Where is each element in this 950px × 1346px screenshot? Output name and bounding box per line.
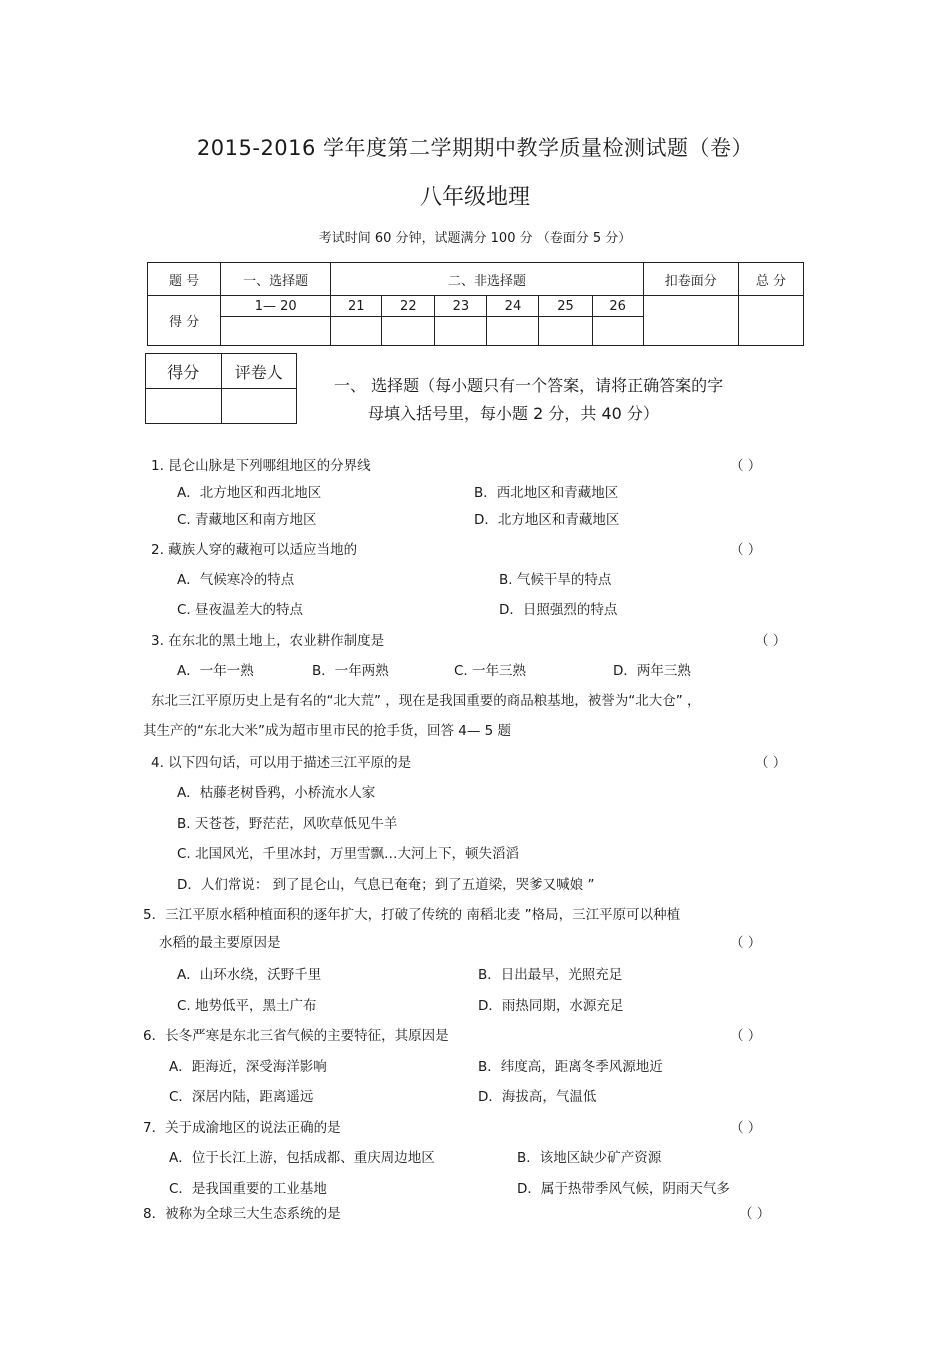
exam-title: 2015-2016 学年度第二学期期中教学质量检测试题（卷） xyxy=(196,136,754,160)
score-header-number: 题 号 xyxy=(148,263,221,296)
score-cell[interactable] xyxy=(592,317,643,346)
score-header-deduction: 扣卷面分 xyxy=(643,263,738,296)
score-cell[interactable] xyxy=(539,317,592,346)
score-sub-header: 23 xyxy=(435,296,487,317)
option-6c: C．深居内陆，距离遥远 xyxy=(169,1089,314,1105)
option-3a: A．一年一熟 xyxy=(177,663,254,679)
score-sub-header: 22 xyxy=(382,296,435,317)
score-sub-header: 21 xyxy=(331,296,382,317)
question-2: 2. 藏族人穿的藏袍可以适应当地的 xyxy=(151,542,358,558)
question-4: 4. 以下四句话，可以用于描述三江平原的是 xyxy=(151,755,412,771)
subject-title: 八年级地理 xyxy=(419,185,530,210)
score-sub-header: 1— 20 xyxy=(221,296,331,317)
option-1d: D．北方地区和青藏地区 xyxy=(474,512,620,528)
option-5c: C. 地势低平，黑土广布 xyxy=(177,998,317,1014)
question-1: 1. 昆仑山脉是下列哪组地区的分界线 xyxy=(151,458,371,474)
score-cell[interactable] xyxy=(487,317,539,346)
answer-paren-3[interactable]: （ ） xyxy=(755,633,787,649)
grader-box xyxy=(145,353,297,424)
passage-line2: 其生产的“东北大米”成为超市里市民的抢手货，回答 4— 5 题 xyxy=(143,723,512,739)
option-5d: D．雨热同期，水源充足 xyxy=(478,998,624,1014)
option-3d: D．两年三熟 xyxy=(613,663,691,679)
score-table xyxy=(147,262,804,346)
section-heading-line1: 一、 选择题（每小题只有一个答案，请将正确答案的字 xyxy=(334,376,724,395)
answer-paren-7[interactable]: （ ） xyxy=(730,1120,762,1136)
option-7c: C．是我国重要的工业基地 xyxy=(169,1181,327,1197)
option-2c: C. 昼夜温差大的特点 xyxy=(177,602,304,618)
score-cell[interactable] xyxy=(435,317,487,346)
answer-paren-4[interactable]: （ ） xyxy=(755,755,787,771)
option-3b: B．一年两熟 xyxy=(312,663,389,679)
answer-paren-1[interactable]: （ ） xyxy=(730,458,762,474)
question-5-line2: 水稻的最主要原因是 xyxy=(159,935,281,951)
option-2b: B. 气候干旱的特点 xyxy=(499,572,612,588)
score-cell-total[interactable] xyxy=(738,296,803,346)
grader-score-label: 得分 xyxy=(146,354,222,389)
option-7d: D．属于热带季风气候，阴雨天气多 xyxy=(517,1181,730,1197)
option-5a: A．山环水绕，沃野千里 xyxy=(177,967,322,983)
option-2a: A．气候寒冷的特点 xyxy=(177,572,295,588)
question-3: 3. 在东北的黑土地上，农业耕作制度是 xyxy=(151,633,385,649)
option-5b: B．日出最早，光照充足 xyxy=(478,967,623,983)
score-cell[interactable] xyxy=(221,317,331,346)
answer-paren-5[interactable]: （ ） xyxy=(730,935,762,951)
score-row-label: 得 分 xyxy=(148,296,221,346)
option-7a: A．位于长江上游，包括成都、重庆周边地区 xyxy=(169,1150,435,1166)
option-6d: D．海拔高，气温低 xyxy=(478,1089,597,1105)
passage-line1: 东北三江平原历史上是有名的“北大荒” ，现在是我国重要的商品粮基地，被誉为“北大仓” ， xyxy=(151,693,701,709)
question-7: 7．关于成渝地区的说法正确的是 xyxy=(143,1120,341,1136)
option-1b: B．西北地区和青藏地区 xyxy=(474,485,619,501)
score-sub-header: 26 xyxy=(592,296,643,317)
section-heading-line2: 母填入括号里，每小题 2 分，共 40 分） xyxy=(368,404,659,423)
answer-paren-8[interactable]: （ ） xyxy=(739,1206,771,1222)
option-1c: C. 青藏地区和南方地区 xyxy=(177,512,317,528)
score-cell[interactable] xyxy=(331,317,382,346)
score-sub-header: 25 xyxy=(539,296,592,317)
score-cell[interactable] xyxy=(382,317,435,346)
option-4c: C. 北国风光，千里冰封，万里雪飘…大河上下，顿失滔滔 xyxy=(177,846,520,862)
score-cell-deduction[interactable] xyxy=(643,296,738,346)
grader-score-cell[interactable] xyxy=(146,389,222,424)
option-4a: A．枯藤老树昏鸦，小桥流水人家 xyxy=(177,785,376,801)
option-3c: C. 一年三熟 xyxy=(454,663,527,679)
option-2d: D．日照强烈的特点 xyxy=(499,602,618,618)
option-6b: B．纬度高，距离冬季风源地近 xyxy=(478,1059,663,1075)
score-header-choice: 一、选择题 xyxy=(221,263,331,296)
option-6a: A．距海近，深受海洋影响 xyxy=(169,1059,327,1075)
answer-paren-2[interactable]: （ ） xyxy=(730,542,762,558)
answer-paren-6[interactable]: （ ） xyxy=(730,1028,762,1044)
option-1a: A．北方地区和西北地区 xyxy=(177,485,322,501)
score-header-nonchoice: 二、非选择题 xyxy=(331,263,643,296)
option-4b: B. 天苍苍，野茫茫，风吹草低见牛羊 xyxy=(177,816,398,832)
exam-info: 考试时间 60 分钟，试题满分 100 分 （卷面分 5 分） xyxy=(318,231,632,246)
grader-name-label: 评卷人 xyxy=(221,354,297,389)
option-7b: B．该地区缺少矿产资源 xyxy=(517,1150,662,1166)
question-8: 8．被称为全球三大生态系统的是 xyxy=(143,1206,341,1222)
question-6: 6．长冬严寒是东北三省气候的主要特征，其原因是 xyxy=(143,1028,449,1044)
question-5: 5．三江平原水稻种植面积的逐年扩大，打破了传统的 南稻北麦 ”格局，三江平原可以种植 xyxy=(143,907,681,923)
score-header-total: 总 分 xyxy=(738,263,803,296)
score-sub-header: 24 xyxy=(487,296,539,317)
option-4d: D．人们常说： 到了昆仑山，气息已奄奄；到了五道梁，哭爹又喊娘 ” xyxy=(177,877,595,893)
grader-name-cell[interactable] xyxy=(221,389,297,424)
